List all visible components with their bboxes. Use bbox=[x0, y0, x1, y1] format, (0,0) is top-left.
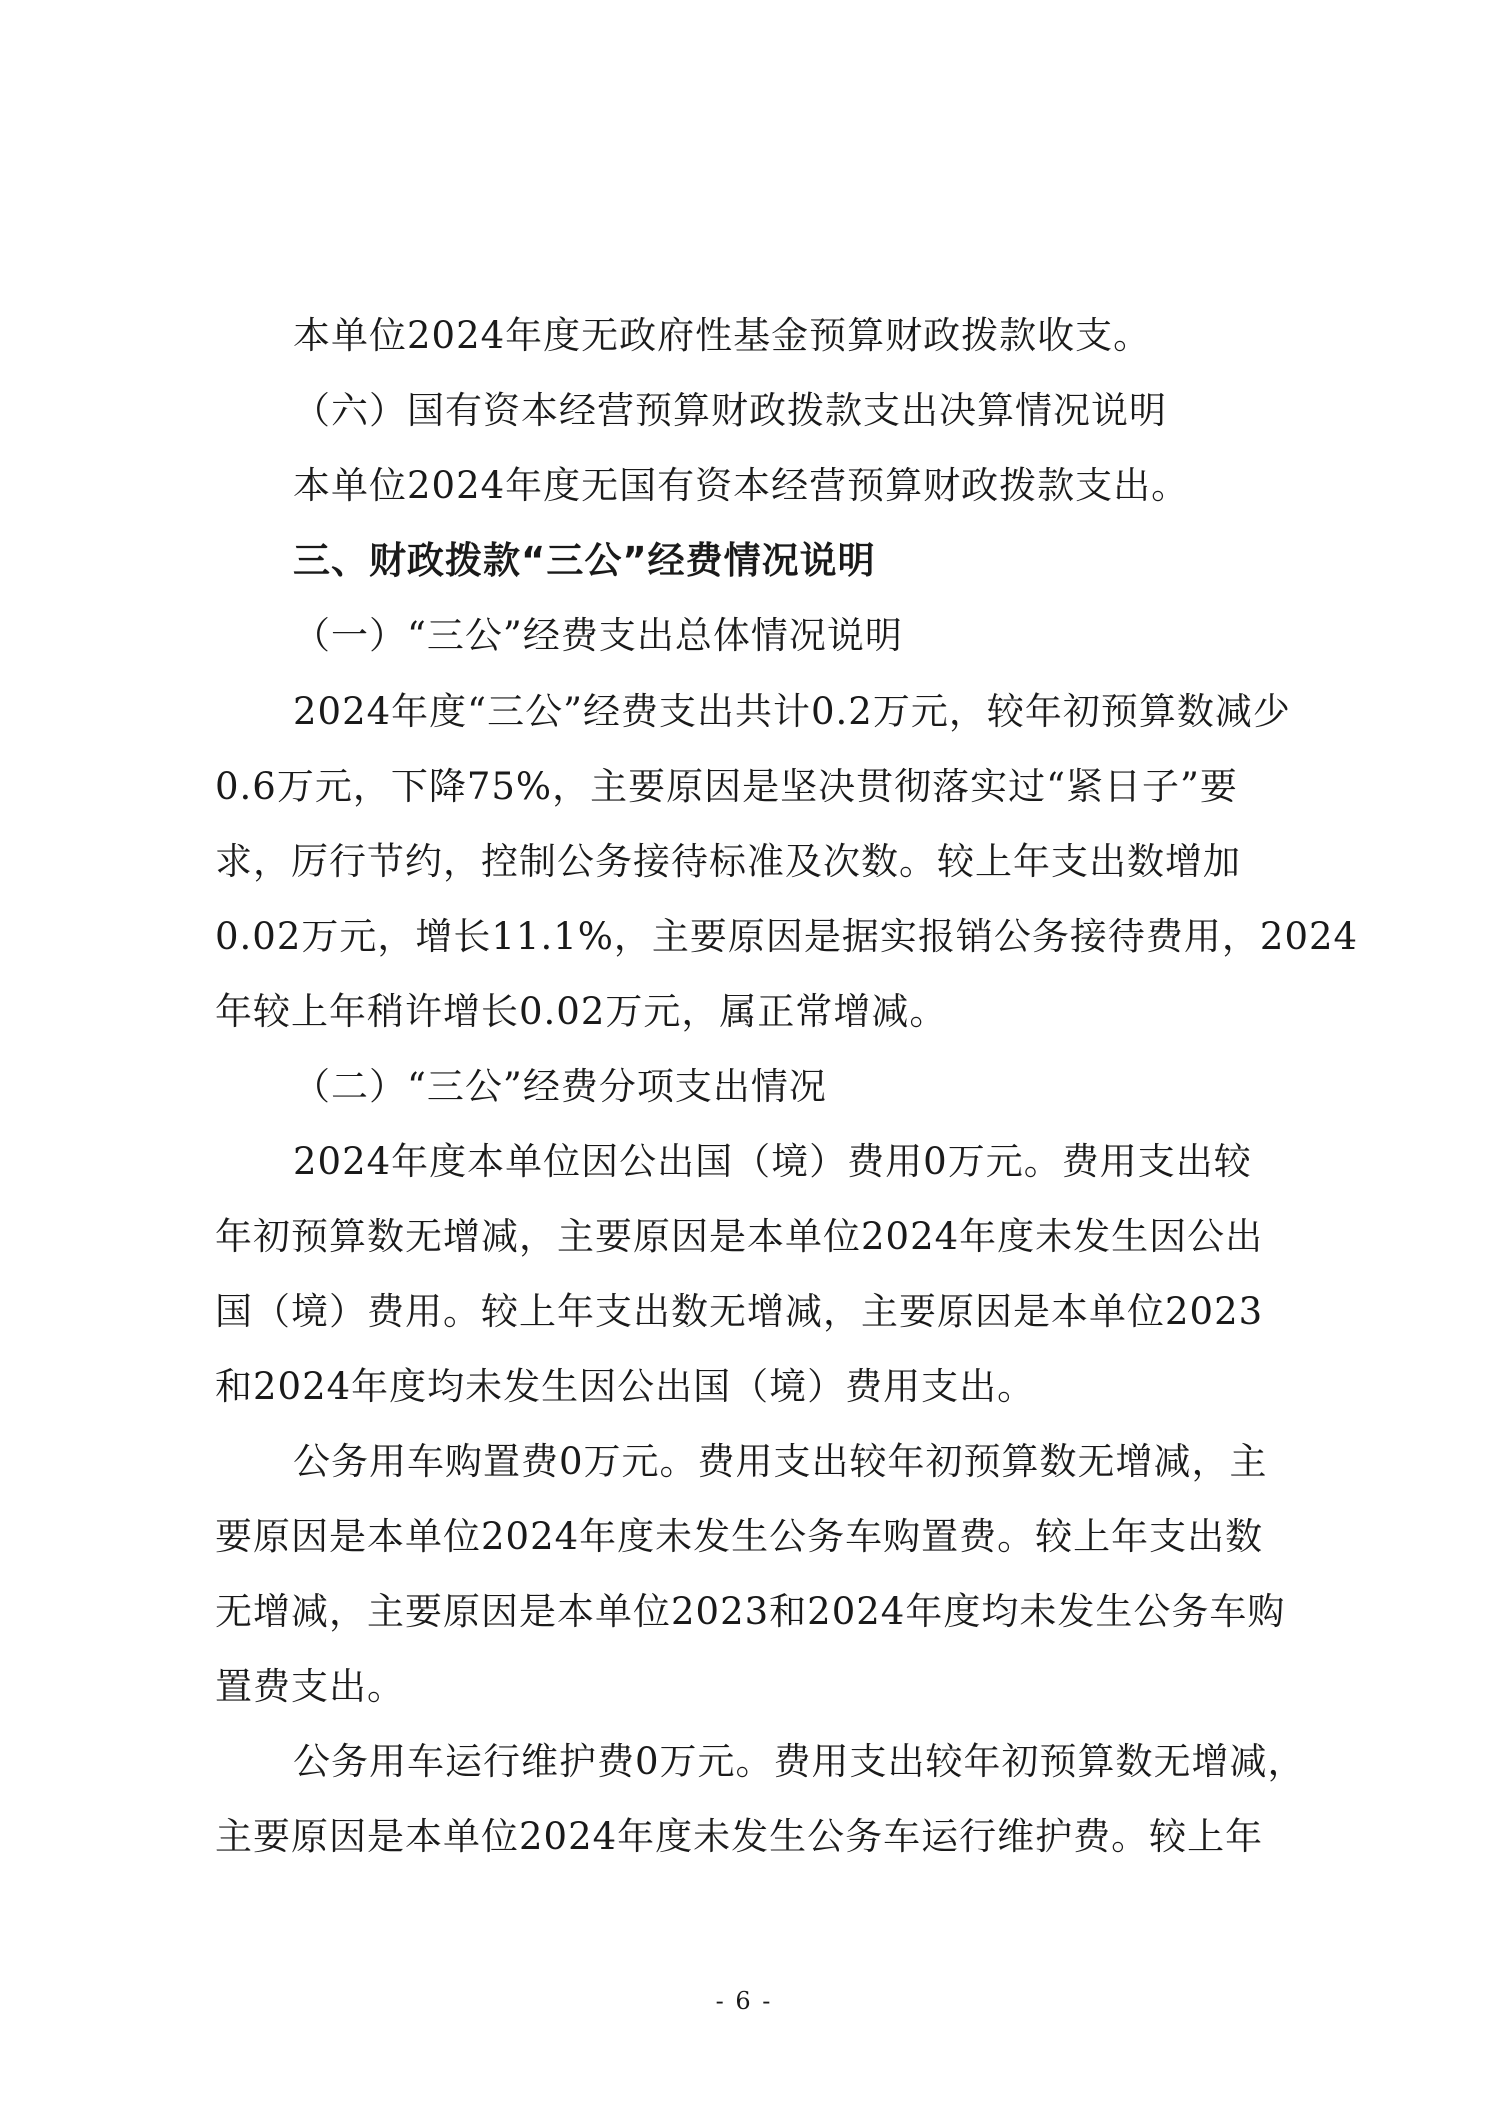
text-line: 公务用车运行维护费0万元。费用支出较年初预算数无增减， bbox=[293, 1740, 1306, 1783]
text-line: 本单位2024年度无政府性基金预算财政拨款收支。 bbox=[293, 314, 1152, 357]
text-line: 年初预算数无增减，主要原因是本单位2024年度未发生因公出 bbox=[215, 1215, 1264, 1258]
text-line: 要原因是本单位2024年度未发生公务车购置费。较上年支出数 bbox=[215, 1515, 1264, 1558]
text-line: 国（境）费用。较上年支出数无增减，主要原因是本单位2023 bbox=[215, 1290, 1264, 1333]
page-number: - 6 - bbox=[715, 1987, 773, 2015]
text-line: 置费支出。 bbox=[215, 1665, 405, 1708]
text-line: 公务用车购置费0万元。费用支出较年初预算数无增减，主 bbox=[293, 1440, 1268, 1483]
text-line: 求，厉行节约，控制公务接待标准及次数。较上年支出数增加 bbox=[215, 840, 1241, 883]
text-line: （一）“三公”经费支出总体情况说明 bbox=[293, 614, 903, 657]
text-line: （二）“三公”经费分项支出情况 bbox=[293, 1065, 827, 1108]
text-line: 0.02万元，增长11.1%，主要原因是据实报销公务接待费用，2024 bbox=[215, 915, 1359, 958]
text-line: （六）国有资本经营预算财政拨款支出决算情况说明 bbox=[293, 389, 1167, 432]
text-line: 2024年度“三公”经费支出共计0.2万元，较年初预算数减少 bbox=[293, 690, 1291, 733]
text-line: 主要原因是本单位2024年度未发生公务车运行维护费。较上年 bbox=[215, 1815, 1264, 1858]
text-line: 本单位2024年度无国有资本经营预算财政拨款支出。 bbox=[293, 464, 1190, 507]
text-line: 年较上年稍许增长0.02万元，属正常增减。 bbox=[215, 990, 948, 1033]
text-line: 和2024年度均未发生因公出国（境）费用支出。 bbox=[215, 1365, 1036, 1408]
text-line: 无增减，主要原因是本单位2023和2024年度均未发生公务车购 bbox=[215, 1590, 1286, 1633]
text-line: 0.6万元，下降75%，主要原因是坚决贯彻落实过“紧日子”要 bbox=[215, 765, 1238, 808]
text-line: 2024年度本单位因公出国（境）费用0万元。费用支出较 bbox=[293, 1140, 1252, 1183]
section-heading: 三、财政拨款“三公”经费情况说明 bbox=[293, 539, 876, 582]
